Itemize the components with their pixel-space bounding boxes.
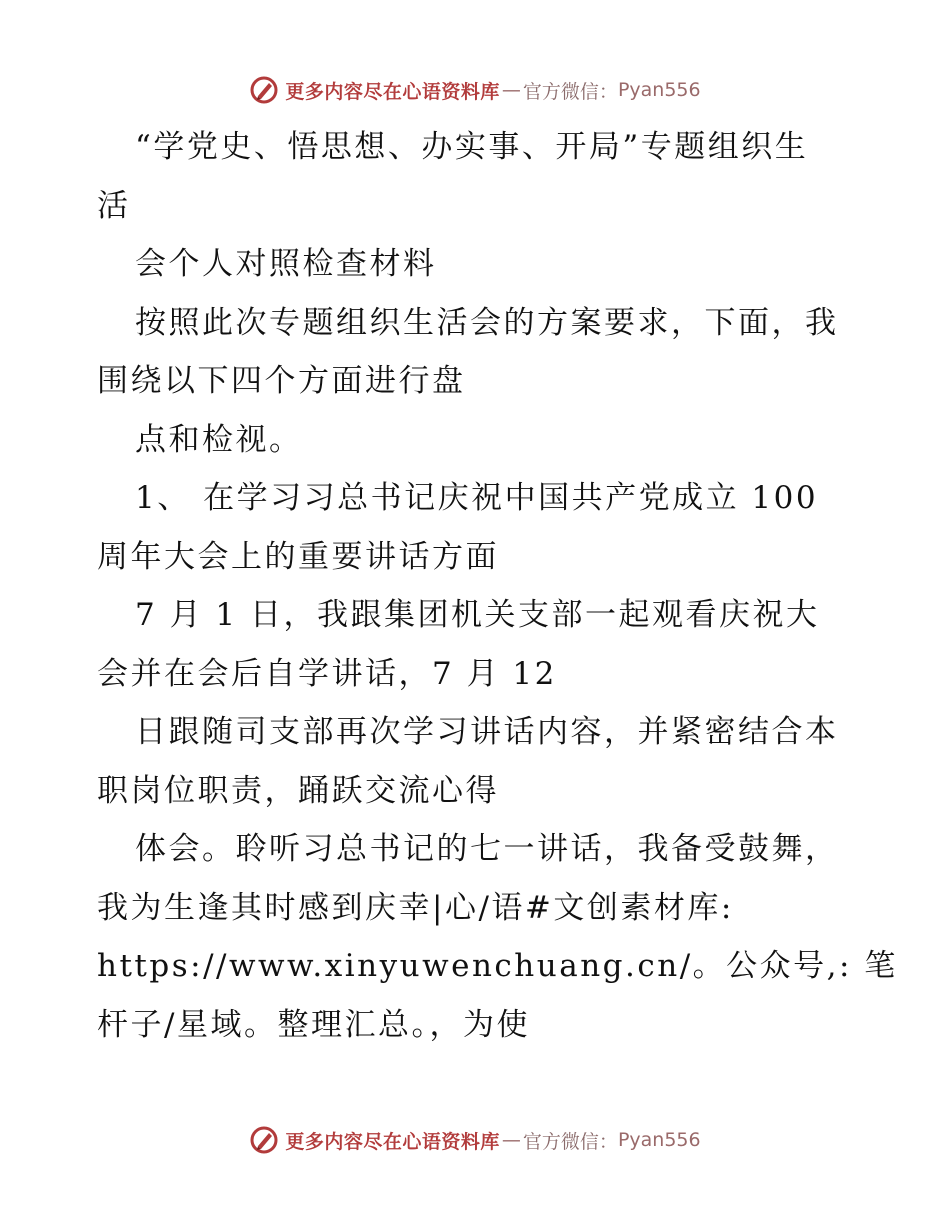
watermark-text: 更多内容尽在心语资料库 (285, 80, 500, 103)
watermark-wechat-id: Pyan556 (617, 1129, 701, 1151)
section-heading-line: 1、 在学习习总书记庆祝中国共产党成立 100 (135, 480, 819, 516)
pen-logo-icon (249, 1125, 279, 1155)
paragraph-line: 按照此次专题组织生活会的方案要求，下面，我 (135, 304, 839, 341)
document-body (97, 118, 898, 1054)
watermark-separator: — (501, 1129, 521, 1151)
watermark-separator: — (501, 79, 521, 101)
watermark-text: 更多内容尽在心语资料库 (285, 1130, 500, 1153)
footer-watermark-banner (0, 1122, 950, 1158)
paragraph-line: 我为生逢其时感到庆幸|心/语#文创素材库: (97, 889, 734, 926)
watermark-wechat-id: Pyan556 (617, 79, 701, 101)
paragraph-line: https://www.xinyuwenchuang.cn/。公众号,: 笔 (97, 948, 898, 984)
paragraph-line: 杆子/星域。整理汇总。，为使 (97, 1006, 530, 1043)
paragraph-line: 日跟随司支部再次学习讲话内容，并紧密结合本 (135, 714, 839, 750)
title-line-1: “学党史、悟思想、办实事、开局”专题组织生 (135, 129, 809, 165)
paragraph-line: 点和检视。 (135, 421, 303, 458)
watermark-wechat-label: 官方微信： (522, 1130, 618, 1153)
paragraph-line: 职岗位职责，踊跃交流心得 (97, 772, 499, 809)
pen-logo-icon (249, 75, 279, 105)
section-heading-line: 周年大会上的重要讲话方面 (97, 538, 499, 575)
title-line-3: 会个人对照检查材料 (135, 246, 437, 282)
paragraph-line: 会并在会后自学讲话，7 月 12 (97, 655, 557, 692)
title-line-2: 活 (97, 187, 131, 224)
header-watermark-banner (0, 72, 950, 108)
watermark-wechat-label: 官方微信： (522, 80, 618, 103)
paragraph-line: 7 月 1 日，我跟集团机关支部一起观看庆祝大 (135, 597, 820, 633)
paragraph-line: 围绕以下四个方面进行盘 (97, 363, 466, 399)
paragraph-line: 体会。聆听习总书记的七一讲话，我备受鼓舞， (135, 831, 839, 867)
